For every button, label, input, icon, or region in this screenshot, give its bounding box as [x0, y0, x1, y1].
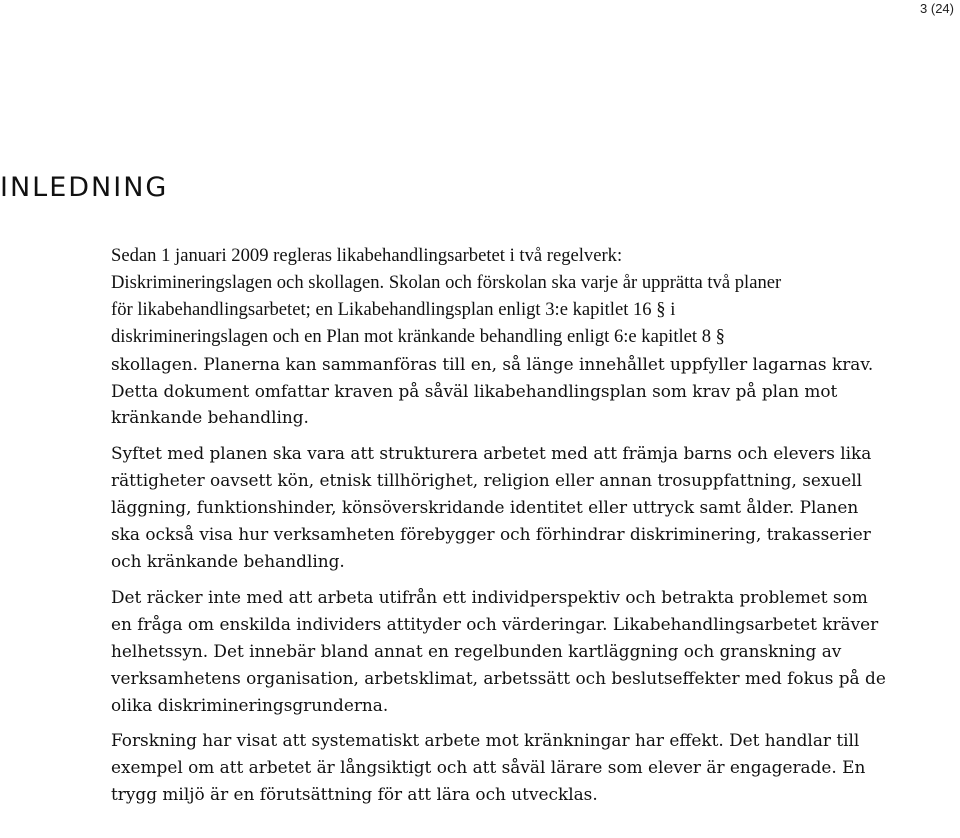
paragraph-line: olika diskrimineringsgrunderna.	[111, 694, 389, 715]
paragraph-research	[111, 727, 951, 808]
paragraph-line: läggning, funktionshinder, könsöverskridande identitet eller uttryck samt ålder. Planen	[111, 497, 859, 518]
paragraph-line: Syftet med planen ska vara att strukturera arbetet med att främja barns och elevers lika	[111, 443, 872, 464]
paragraph-line: Forskning har visat att systematiskt arbete mot kränkningar har effekt. Det handlar till	[111, 730, 860, 751]
paragraph-legislation	[111, 243, 951, 431]
body-text	[111, 243, 951, 817]
paragraph-line: Diskrimineringslagen och skollagen. Skolan och förskolan ska varje år upprätta två planer	[111, 271, 782, 293]
paragraph-line: verksamhetens organisation, arbetsklimat, arbetssätt och beslutseffekter med fokus på de	[111, 667, 886, 688]
section-heading: INLEDNING	[0, 172, 169, 203]
paragraph-line: kränkande behandling.	[111, 407, 309, 428]
paragraph-line: skollagen. Planerna kan sammanföras till en, så länge innehållet uppfyller lagarnas krav.	[111, 353, 874, 374]
paragraph-purpose	[111, 440, 951, 575]
paragraph-line: diskrimineringslagen och en Plan mot kränkande behandling enligt 6:e kapitlet 8 §	[111, 325, 725, 347]
paragraph-line: trygg miljö är en förutsättning för att lära och utvecklas.	[111, 784, 598, 805]
paragraph-line: Detta dokument omfattar kraven på såväl likabehandlingsplan som krav på plan mot	[111, 380, 838, 401]
paragraph-line: och kränkande behandling.	[111, 550, 345, 571]
paragraph-line: rättigheter oavsett kön, etnisk tillhörighet, religion eller annan trosuppfattning, sexuell	[111, 470, 863, 491]
paragraph-line: för likabehandlingsarbetet; en Likabehandlingsplan enligt 3:e kapitlet 16 § i	[111, 298, 676, 320]
paragraph-holistic-view	[111, 584, 951, 719]
paragraph-line: Det räcker inte med att arbeta utifrån ett individperspektiv och betrakta problemet som	[111, 586, 868, 607]
paragraph-line: ska också visa hur verksamheten förebygger och förhindrar diskriminering, trakasserier	[111, 524, 871, 545]
paragraph-line: exempel om att arbetet är långsiktigt och att såväl lärare som elever är engagerade. En	[111, 757, 866, 778]
page-number: 3 (24)	[920, 1, 954, 16]
paragraph-line: helhetssyn. Det innebär bland annat en regelbunden kartläggning och granskning av	[111, 640, 842, 661]
paragraph-line: en fråga om enskilda individers attityder och värderingar. Likabehandlingsarbetet kräver	[111, 613, 879, 634]
paragraph-line: Sedan 1 januari 2009 regleras likabehandlingsarbetet i två regelverk:	[111, 245, 623, 266]
